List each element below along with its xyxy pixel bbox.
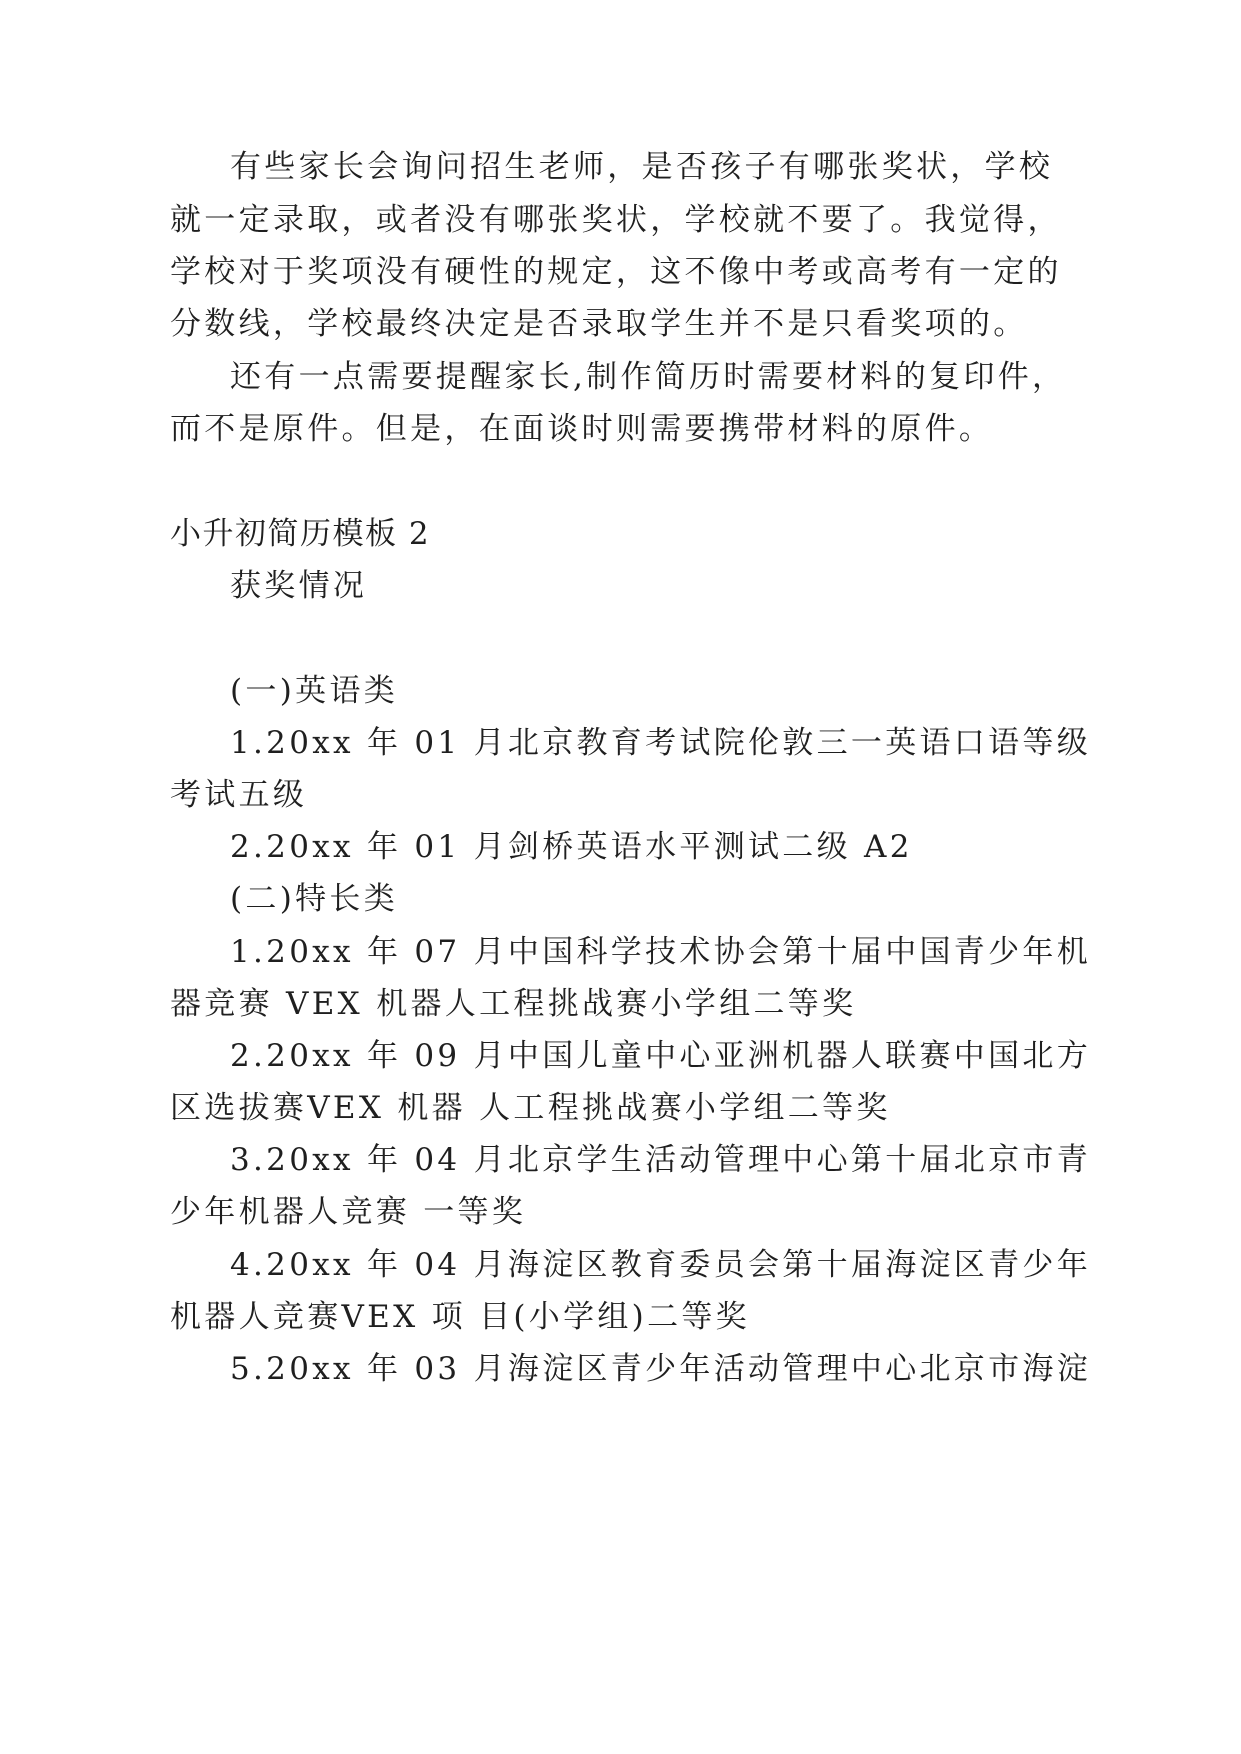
category-english-heading: (一)英语类 <box>230 673 398 709</box>
english-item-1-line-2: 考试五级 <box>170 777 308 813</box>
specialty-item-5-line-1: 5.20xx 年 03 月海淀区青少年活动管理中心北京市海淀 <box>230 1351 1091 1387</box>
paragraph-1-line-1: 有些家长会询问招生老师，是否孩子有哪张奖状，学校 <box>230 149 1054 185</box>
paragraph-2-line-1: 还有一点需要提醒家长,制作简历时需要材料的复印件， <box>230 359 1067 395</box>
specialty-item-1-line-1: 1.20xx 年 07 月中国科学技术协会第十届中国青少年机 <box>230 934 1091 970</box>
paragraph-1-line-2: 就一定录取，或者没有哪张奖状，学校就不要了。我觉得， <box>170 202 1062 238</box>
section-title: 小升初简历模板 2 <box>170 516 431 552</box>
english-item-2-line-1: 2.20xx 年 01 月剑桥英语水平测试二级 A2 <box>230 829 913 865</box>
specialty-item-1-line-2: 器竞赛 VEX 机器人工程挑战赛小学组二等奖 <box>170 986 857 1022</box>
english-item-1-line-1: 1.20xx 年 01 月北京教育考试院伦敦三一英语口语等级 <box>230 725 1091 761</box>
awards-subheading: 获奖情况 <box>230 568 368 604</box>
specialty-item-2-line-1: 2.20xx 年 09 月中国儿童中心亚洲机器人联赛中国北方 <box>230 1038 1091 1074</box>
paragraph-1-line-3: 学校对于奖项没有硬性的规定，这不像中考或高考有一定的 <box>170 254 1062 290</box>
specialty-item-4-line-1: 4.20xx 年 04 月海淀区教育委员会第十届海淀区青少年 <box>230 1247 1091 1283</box>
specialty-item-3-line-1: 3.20xx 年 04 月北京学生活动管理中心第十届北京市青 <box>230 1142 1091 1178</box>
specialty-item-3-line-2: 少年机器人竞赛 一等奖 <box>170 1194 527 1230</box>
specialty-item-2-line-2: 区选拔赛VEX 机器 人工程挑战赛小学组二等奖 <box>170 1090 891 1126</box>
paragraph-1-line-4: 分数线，学校最终决定是否录取学生并不是只看奖项的。 <box>170 306 1028 342</box>
category-specialty-heading: (二)特长类 <box>230 881 398 917</box>
specialty-item-4-line-2: 机器人竞赛VEX 项 目(小学组)二等奖 <box>170 1299 750 1335</box>
paragraph-2-line-2: 而不是原件。但是，在面谈时则需要携带材料的原件。 <box>170 411 994 447</box>
